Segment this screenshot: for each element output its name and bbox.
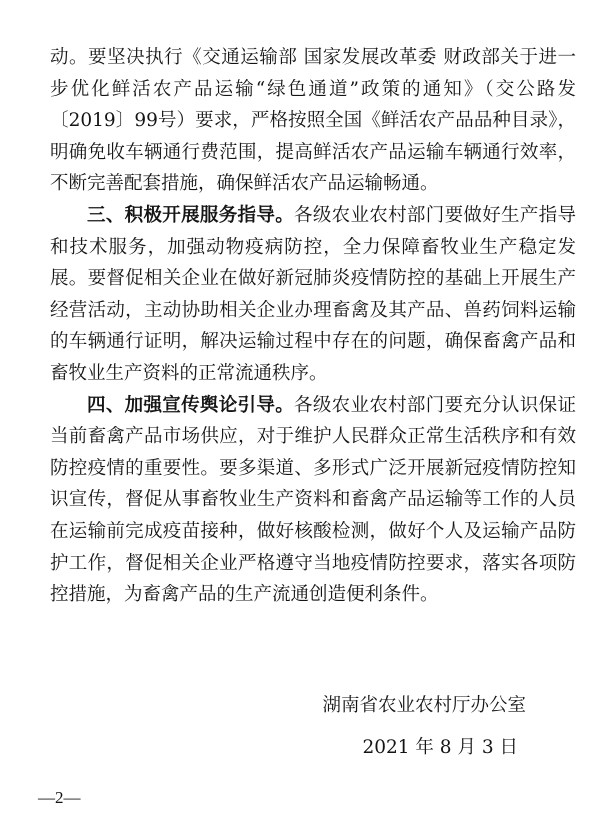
section-heading: 四、加强宣传舆论引导。 bbox=[87, 394, 295, 416]
paragraph-text: 各级农业农村部门要做好生产指导和技术服务，加强动物疫病防控，全力保障畜牧业生产稳定发展。要督促相关企业在做好新冠肺炎疫情防控的基础上开展生产经营活动，主动协助相关企业办理畜禽及其产品、兽药饲料运输的车辆通行证明，解决运输过程中存在的问题，确保畜禽产品和畜牧业生产资料的正常流通秩序。 bbox=[50, 204, 576, 384]
document-body bbox=[50, 42, 576, 611]
paragraph-section-3 bbox=[50, 200, 576, 390]
page-number: —2— bbox=[38, 788, 81, 807]
paragraph-text: 各级农业农村部门要充分认识保证当前畜禽产品市场供应，对于维护人民群众正常生活秩序和有效防控疫情的重要性。要多渠道、多形式广泛开展新冠疫情防控知识宣传，督促从事畜牧业生产资料和畜禽产品运输等工作的人员在运输前完成疫苗接种，做好核酸检测，做好个人及运输产品防护工作，督促相关企业严格遵守当地疫情防控要求，落实各项防控措施，为畜禽产品的生产流通创造便利条件。 bbox=[50, 394, 576, 606]
issue-date: 2021 年 8 月 3 日 bbox=[362, 736, 518, 758]
paragraph-text: 动。要坚决执行《交通运输部 国家发展改革委 财政部关于进一步优化鲜活农产品运输“绿色通道”政策的通知》（交公路发〔2019〕99号）要求，严格按照全国《鲜活农产品品种目录》，明确免收车辆通行费范围，提高鲜活农产品运输车辆通行效率，不断完善配套措施，确保鲜活农产品运输畅通。 bbox=[50, 47, 576, 195]
section-heading: 三、积极开展服务指导。 bbox=[87, 204, 295, 226]
issuing-organization: 湖南省农业农村厅办公室 bbox=[322, 695, 526, 716]
paragraph-section-4 bbox=[50, 390, 576, 611]
paragraph-continued bbox=[50, 42, 576, 200]
signature-block bbox=[322, 690, 526, 763]
